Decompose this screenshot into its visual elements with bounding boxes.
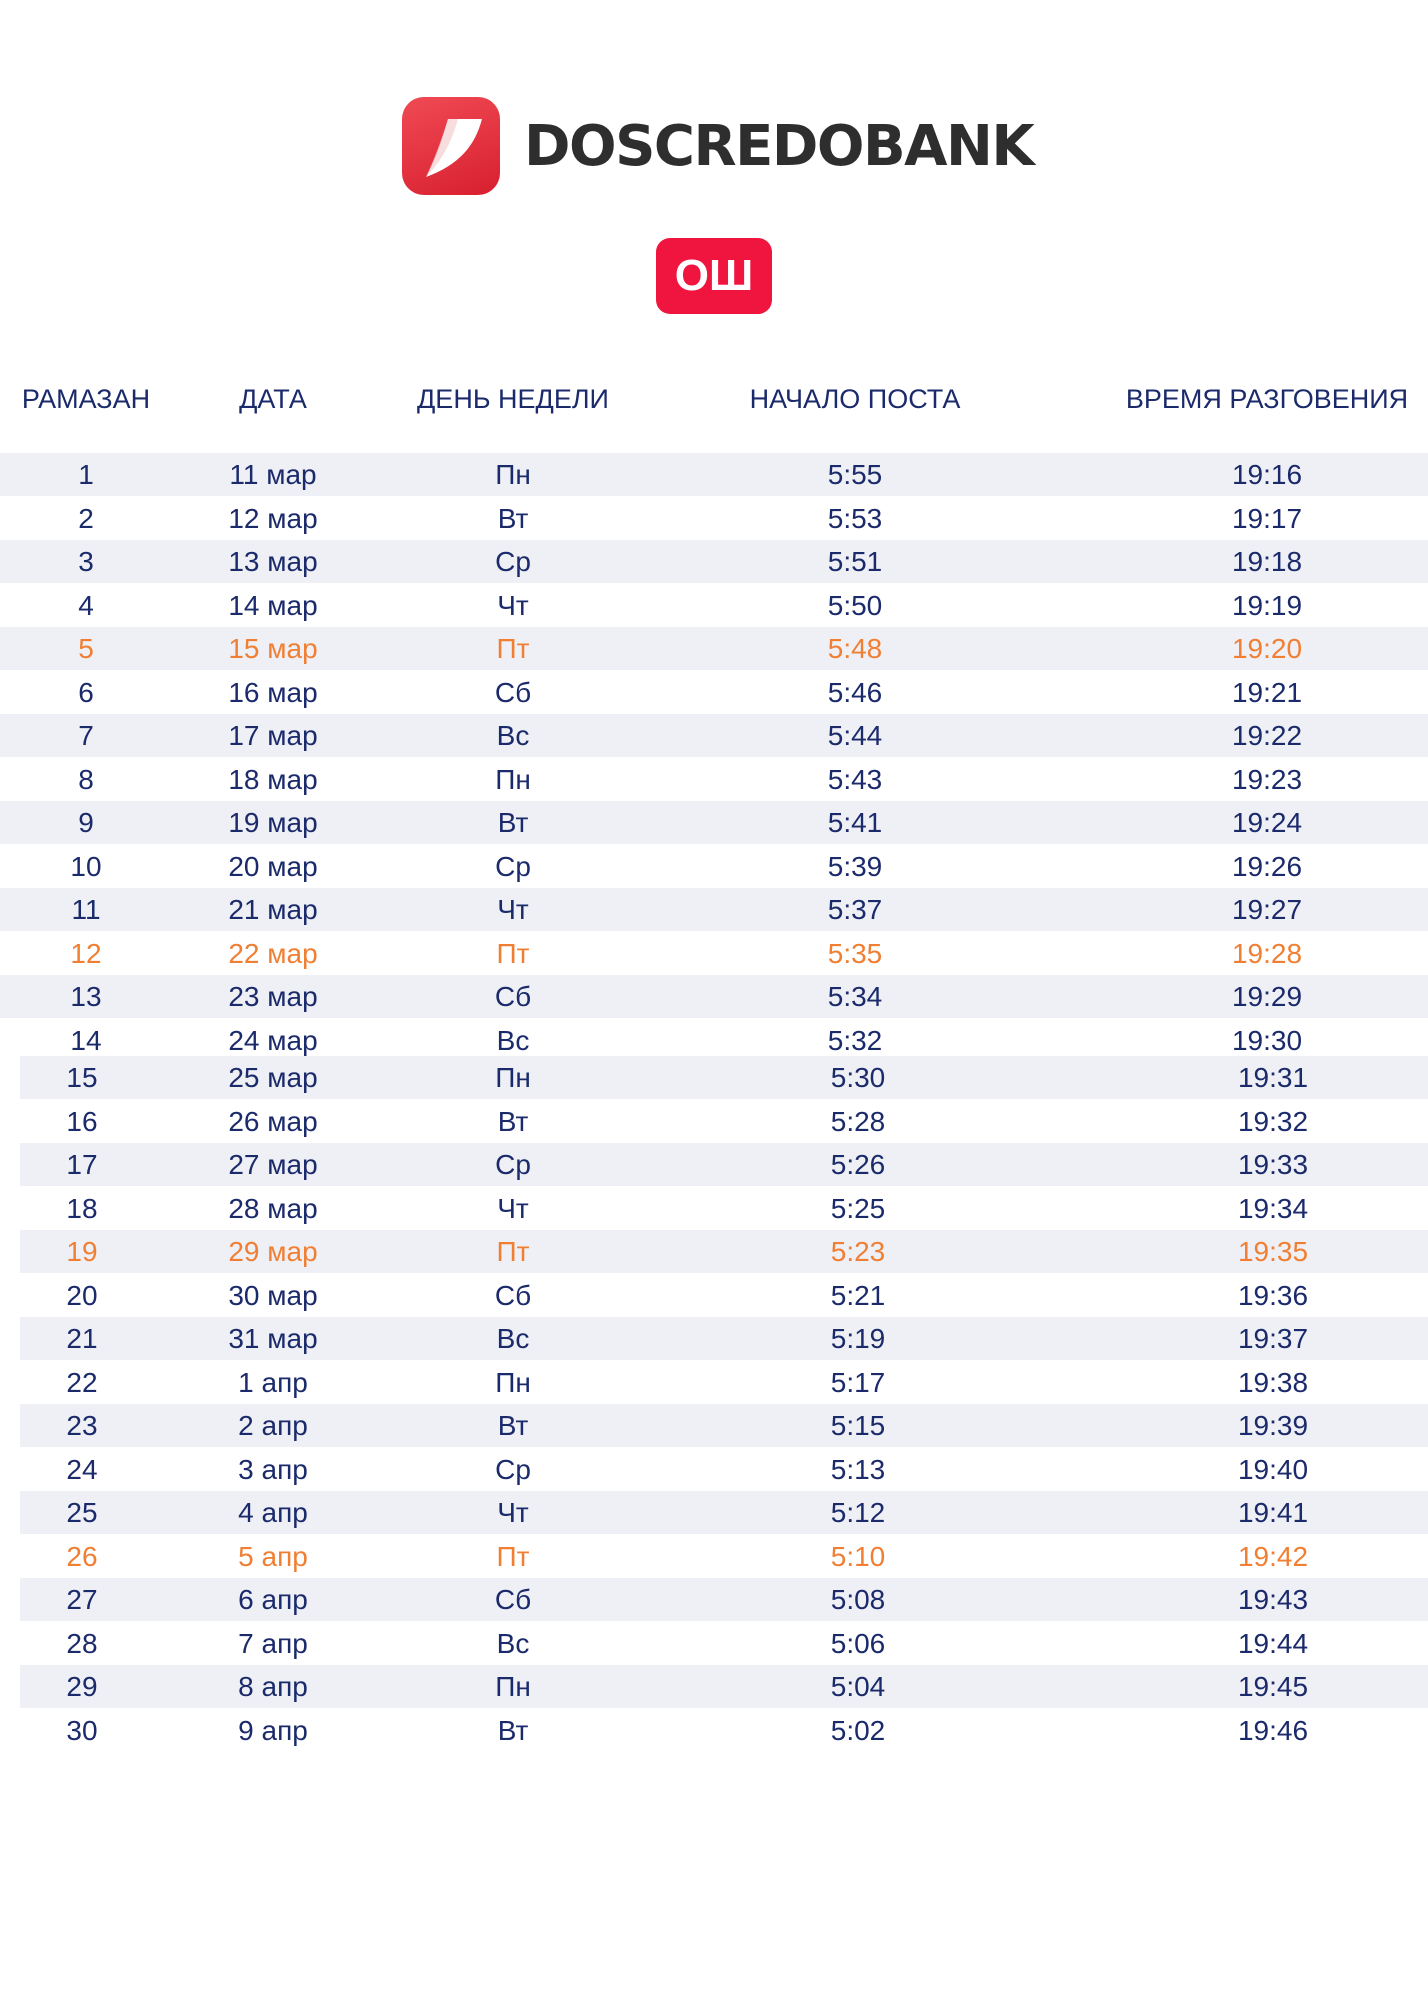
weekday-cell: Чт (497, 1497, 529, 1528)
weekday-cell: Пт (496, 1540, 530, 1572)
table-row (20, 1622, 1428, 1665)
iftar-cell: 19:45 (1237, 1671, 1309, 1702)
iftar-cell: 19:38 (1237, 1366, 1309, 1398)
table-row (0, 671, 1428, 714)
fast-start-cell: 5:41 (827, 807, 883, 838)
table-row (20, 1709, 1428, 1752)
date-cell: 2 апр (238, 1410, 308, 1441)
table-header (0, 384, 1428, 420)
weekday-cell: Чт (497, 589, 529, 621)
ramadan-day-cell: 27 (66, 1584, 98, 1615)
iftar-cell: 19:40 (1237, 1453, 1309, 1485)
weekday-cell: Вт (497, 1105, 529, 1137)
iftar-cell: 19:23 (1231, 763, 1303, 795)
ramadan-day-cell: 5 (78, 633, 94, 664)
iftar-cell: 19:43 (1237, 1584, 1309, 1615)
iftar-cell: 19:24 (1231, 807, 1303, 838)
iftar-cell: 19:30 (1231, 1024, 1303, 1056)
weekday-cell: Вс (496, 1627, 530, 1659)
fast-start-cell: 5:55 (827, 459, 883, 490)
table-row (0, 540, 1428, 583)
weekday-cell: Вс (496, 1024, 530, 1056)
fast-start-cell: 5:51 (827, 546, 883, 577)
fast-start-cell: 5:50 (827, 589, 883, 621)
date-cell: 26 мар (228, 1105, 318, 1137)
table-row (20, 1100, 1428, 1143)
table-row (20, 1317, 1428, 1360)
fast-start-cell: 5:30 (830, 1062, 886, 1093)
date-cell: 1 апр (238, 1366, 308, 1398)
iftar-cell: 19:33 (1237, 1149, 1309, 1180)
date-cell: 18 мар (228, 763, 318, 795)
ramadan-day-cell: 18 (66, 1192, 98, 1224)
weekday-cell: Вс (496, 1323, 530, 1354)
weekday-cell: Сб (494, 676, 532, 708)
iftar-cell: 19:42 (1237, 1540, 1309, 1572)
date-cell: 16 мар (228, 676, 318, 708)
ramadan-day-cell: 16 (66, 1105, 98, 1137)
date-cell: 24 мар (228, 1024, 318, 1056)
weekday-cell: Пт (496, 633, 530, 664)
date-cell: 15 мар (228, 633, 318, 664)
date-cell: 11 мар (229, 459, 317, 490)
date-cell: 22 мар (228, 937, 318, 969)
fast-start-cell: 5:08 (830, 1584, 886, 1615)
column-header-date: ДАТА (239, 384, 307, 414)
table-row (0, 758, 1428, 801)
table-row (20, 1143, 1428, 1186)
date-cell: 7 апр (238, 1627, 308, 1659)
ramadan-day-cell: 22 (66, 1366, 98, 1398)
iftar-cell: 19:28 (1231, 937, 1303, 969)
fast-start-cell: 5:46 (827, 676, 883, 708)
table-row (20, 1448, 1428, 1491)
ramadan-day-cell: 7 (78, 720, 94, 751)
ramadan-day-cell: 30 (66, 1714, 98, 1746)
fast-start-cell: 5:28 (830, 1105, 886, 1137)
table-row (0, 584, 1428, 627)
fast-start-cell: 5:19 (830, 1323, 886, 1354)
weekday-cell: Вт (497, 502, 529, 534)
column-header-ramadan: РАМАЗАН (21, 384, 151, 414)
fast-start-cell: 5:23 (830, 1236, 886, 1267)
table-row (20, 1187, 1428, 1230)
iftar-cell: 19:26 (1231, 850, 1303, 882)
table-row (20, 1535, 1428, 1578)
ramadan-day-cell: 11 (71, 894, 101, 925)
iftar-cell: 19:35 (1237, 1236, 1309, 1267)
fast-start-cell: 5:13 (830, 1453, 886, 1485)
weekday-cell: Вт (497, 1410, 529, 1441)
table-row (0, 497, 1428, 540)
ramadan-day-cell: 24 (66, 1453, 98, 1485)
column-header-iftar: ВРЕМЯ РАЗГОВЕНИЯ (1125, 384, 1409, 414)
weekday-cell: Сб (494, 1279, 532, 1311)
table-row (20, 1491, 1428, 1534)
weekday-cell: Вс (496, 720, 530, 751)
table-row (0, 888, 1428, 931)
date-cell: 3 апр (238, 1453, 308, 1485)
table-row (0, 845, 1428, 888)
date-cell: 25 мар (228, 1062, 318, 1093)
weekday-cell: Чт (497, 1192, 529, 1224)
table-row (0, 932, 1428, 975)
date-cell: 9 апр (238, 1714, 308, 1746)
date-cell: 13 мар (228, 546, 318, 577)
weekday-cell: Пн (495, 1671, 531, 1702)
ramadan-day-cell: 6 (78, 676, 94, 708)
iftar-cell: 19:36 (1237, 1279, 1309, 1311)
table-row (20, 1404, 1428, 1447)
fast-start-cell: 5:35 (827, 937, 883, 969)
weekday-cell: Пт (496, 1236, 530, 1267)
column-header-fast-start: НАЧАЛО ПОСТА (749, 384, 961, 414)
table-row (0, 453, 1428, 496)
ramadan-day-cell: 25 (66, 1497, 98, 1528)
fast-start-cell: 5:39 (827, 850, 883, 882)
fast-start-cell: 5:04 (830, 1671, 886, 1702)
iftar-cell: 19:19 (1231, 589, 1303, 621)
weekday-cell: Пн (495, 459, 531, 490)
iftar-cell: 19:16 (1231, 459, 1303, 490)
fast-start-cell: 5:17 (830, 1366, 886, 1398)
weekday-cell: Сб (494, 1584, 532, 1615)
fast-start-cell: 5:10 (830, 1540, 886, 1572)
date-cell: 20 мар (228, 850, 318, 882)
iftar-cell: 19:37 (1237, 1323, 1309, 1354)
fast-start-cell: 5:02 (830, 1714, 886, 1746)
ramadan-day-cell: 28 (66, 1627, 98, 1659)
ramadan-day-cell: 19 (66, 1236, 98, 1267)
column-header-weekday: ДЕНЬ НЕДЕЛИ (417, 384, 609, 414)
iftar-cell: 19:46 (1237, 1714, 1309, 1746)
iftar-cell: 19:29 (1231, 981, 1303, 1012)
table-row (20, 1665, 1428, 1708)
date-cell: 27 мар (228, 1149, 318, 1180)
ramadan-day-cell: 1 (78, 459, 94, 490)
ramadan-day-cell: 21 (66, 1323, 98, 1354)
weekday-cell: Ср (495, 1149, 531, 1180)
date-cell: 17 мар (228, 720, 318, 751)
fast-start-cell: 5:48 (827, 633, 883, 664)
iftar-cell: 19:17 (1231, 502, 1303, 534)
fast-start-cell: 5:06 (830, 1627, 886, 1659)
iftar-cell: 19:44 (1237, 1627, 1309, 1659)
ramadan-day-cell: 12 (70, 937, 102, 969)
table-row (0, 627, 1428, 670)
weekday-cell: Ср (495, 850, 531, 882)
fast-start-cell: 5:53 (827, 502, 883, 534)
ramadan-day-cell: 8 (78, 763, 94, 795)
date-cell: 23 мар (228, 981, 318, 1012)
table-row (20, 1361, 1428, 1404)
weekday-cell: Пн (495, 1366, 531, 1398)
fast-start-cell: 5:26 (830, 1149, 886, 1180)
ramadan-day-cell: 14 (70, 1024, 102, 1056)
fast-start-cell: 5:25 (830, 1192, 886, 1224)
ramadan-day-cell: 10 (70, 850, 102, 882)
date-cell: 6 апр (238, 1584, 308, 1615)
city-badge: ОШ (656, 238, 772, 314)
iftar-cell: 19:39 (1237, 1410, 1309, 1441)
iftar-cell: 19:22 (1231, 720, 1303, 751)
ramadan-day-cell: 3 (78, 546, 94, 577)
brand-logo (402, 96, 1033, 196)
doscredobank-logo-icon (402, 97, 500, 195)
ramadan-day-cell: 20 (66, 1279, 98, 1311)
ramadan-day-cell: 13 (70, 981, 102, 1012)
iftar-cell: 19:27 (1231, 894, 1303, 925)
table-row (0, 714, 1428, 757)
weekday-cell: Ср (495, 1453, 531, 1485)
ramadan-day-cell: 29 (66, 1671, 98, 1702)
table-row (20, 1230, 1428, 1273)
iftar-cell: 19:32 (1237, 1105, 1309, 1137)
date-cell: 14 мар (228, 589, 318, 621)
brand-name: DOSCREDOBANK (524, 113, 1034, 179)
weekday-cell: Сб (494, 981, 532, 1012)
iftar-cell: 19:21 (1231, 676, 1303, 708)
fast-start-cell: 5:12 (830, 1497, 886, 1528)
fast-start-cell: 5:44 (827, 720, 883, 751)
ramadan-day-cell: 9 (78, 807, 94, 838)
table-row (0, 975, 1428, 1018)
weekday-cell: Вт (497, 807, 529, 838)
ramadan-day-cell: 17 (66, 1149, 98, 1180)
weekday-cell: Пн (495, 763, 531, 795)
date-cell: 12 мар (228, 502, 318, 534)
iftar-cell: 19:34 (1237, 1192, 1309, 1224)
date-cell: 8 апр (238, 1671, 308, 1702)
iftar-cell: 19:31 (1237, 1062, 1309, 1093)
ramadan-day-cell: 23 (66, 1410, 98, 1441)
table-row (20, 1056, 1428, 1099)
iftar-cell: 19:41 (1237, 1497, 1309, 1528)
fast-start-cell: 5:15 (830, 1410, 886, 1441)
fast-start-cell: 5:32 (827, 1024, 883, 1056)
fast-start-cell: 5:43 (827, 763, 883, 795)
date-cell: 28 мар (228, 1192, 318, 1224)
weekday-cell: Чт (497, 894, 529, 925)
date-cell: 29 мар (228, 1236, 318, 1267)
table-row (20, 1578, 1428, 1621)
ramadan-day-cell: 2 (78, 502, 94, 534)
fast-start-cell: 5:21 (830, 1279, 886, 1311)
weekday-cell: Пт (496, 937, 530, 969)
fast-start-cell: 5:37 (827, 894, 883, 925)
ramadan-day-cell: 15 (66, 1062, 98, 1093)
table-row (0, 801, 1428, 844)
weekday-cell: Пн (495, 1062, 531, 1093)
iftar-cell: 19:20 (1231, 633, 1303, 664)
ramadan-day-cell: 26 (66, 1540, 98, 1572)
date-cell: 5 апр (238, 1540, 308, 1572)
iftar-cell: 19:18 (1231, 546, 1303, 577)
date-cell: 31 мар (228, 1323, 318, 1354)
date-cell: 21 мар (228, 894, 318, 925)
fast-start-cell: 5:34 (827, 981, 883, 1012)
date-cell: 19 мар (228, 807, 318, 838)
weekday-cell: Вт (497, 1714, 529, 1746)
date-cell: 30 мар (228, 1279, 318, 1311)
date-cell: 4 апр (238, 1497, 308, 1528)
table-row (20, 1274, 1428, 1317)
weekday-cell: Ср (495, 546, 531, 577)
ramadan-day-cell: 4 (78, 589, 94, 621)
